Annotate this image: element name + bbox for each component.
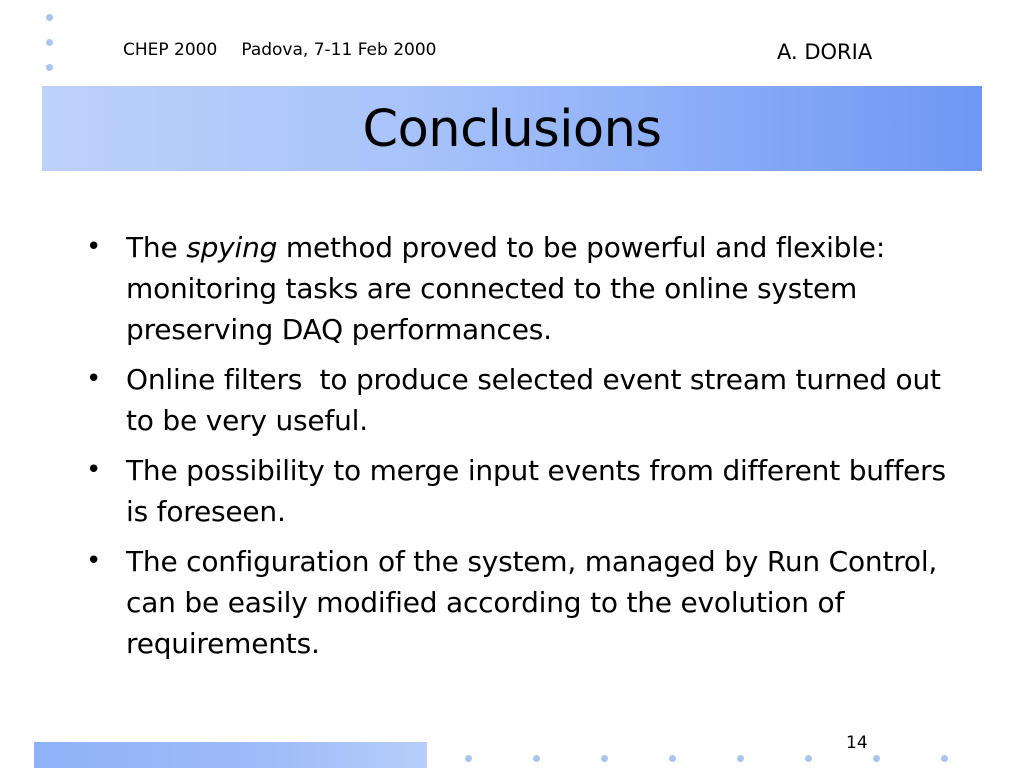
bullet-item <box>86 359 966 441</box>
decorative-dot <box>601 755 608 762</box>
bullet-item <box>86 227 966 350</box>
bullet-item <box>86 541 966 664</box>
bullet-text: The configuration of the system, managed by Run Control, can be easily modified according to the evolution of requirements. <box>126 545 938 660</box>
decorative-dot <box>669 755 676 762</box>
bullet-marker: • <box>86 546 102 576</box>
decorative-dot <box>46 64 53 71</box>
decorative-dot <box>873 755 880 762</box>
decorative-dot <box>737 755 744 762</box>
bullet-text: The <box>126 231 187 264</box>
bullet-list <box>86 227 966 673</box>
bullet-marker: • <box>86 455 102 485</box>
decorative-dot <box>941 755 948 762</box>
bullet-item <box>86 450 966 532</box>
decorative-dot <box>46 39 53 46</box>
bullet-emphasis: spying <box>186 231 278 264</box>
bullet-text: Online filters to produce selected event stream turned out to be very useful. <box>126 363 950 437</box>
decorative-dot <box>46 14 53 21</box>
decorative-dot <box>465 755 472 762</box>
bullet-marker: • <box>86 364 102 394</box>
slide-title: Conclusions <box>362 100 662 159</box>
conference-location-date: Padova, 7-11 Feb 2000 <box>241 40 437 60</box>
bullet-text: The possibility to merge input events from different buffers is foreseen. <box>126 454 946 528</box>
bullet-text: method proved to be powerful and flexible: monitoring tasks are connected to the online system preserving DAQ performances. <box>126 231 886 346</box>
header-conference-info <box>123 40 460 60</box>
page-number: 14 <box>846 733 868 753</box>
decorative-dot <box>805 755 812 762</box>
footer-bar <box>34 742 427 768</box>
bullet-marker: • <box>86 232 102 262</box>
conference-name: CHEP 2000 <box>123 40 218 60</box>
header-author: A. DORIA <box>777 40 873 64</box>
decorative-dot <box>533 755 540 762</box>
